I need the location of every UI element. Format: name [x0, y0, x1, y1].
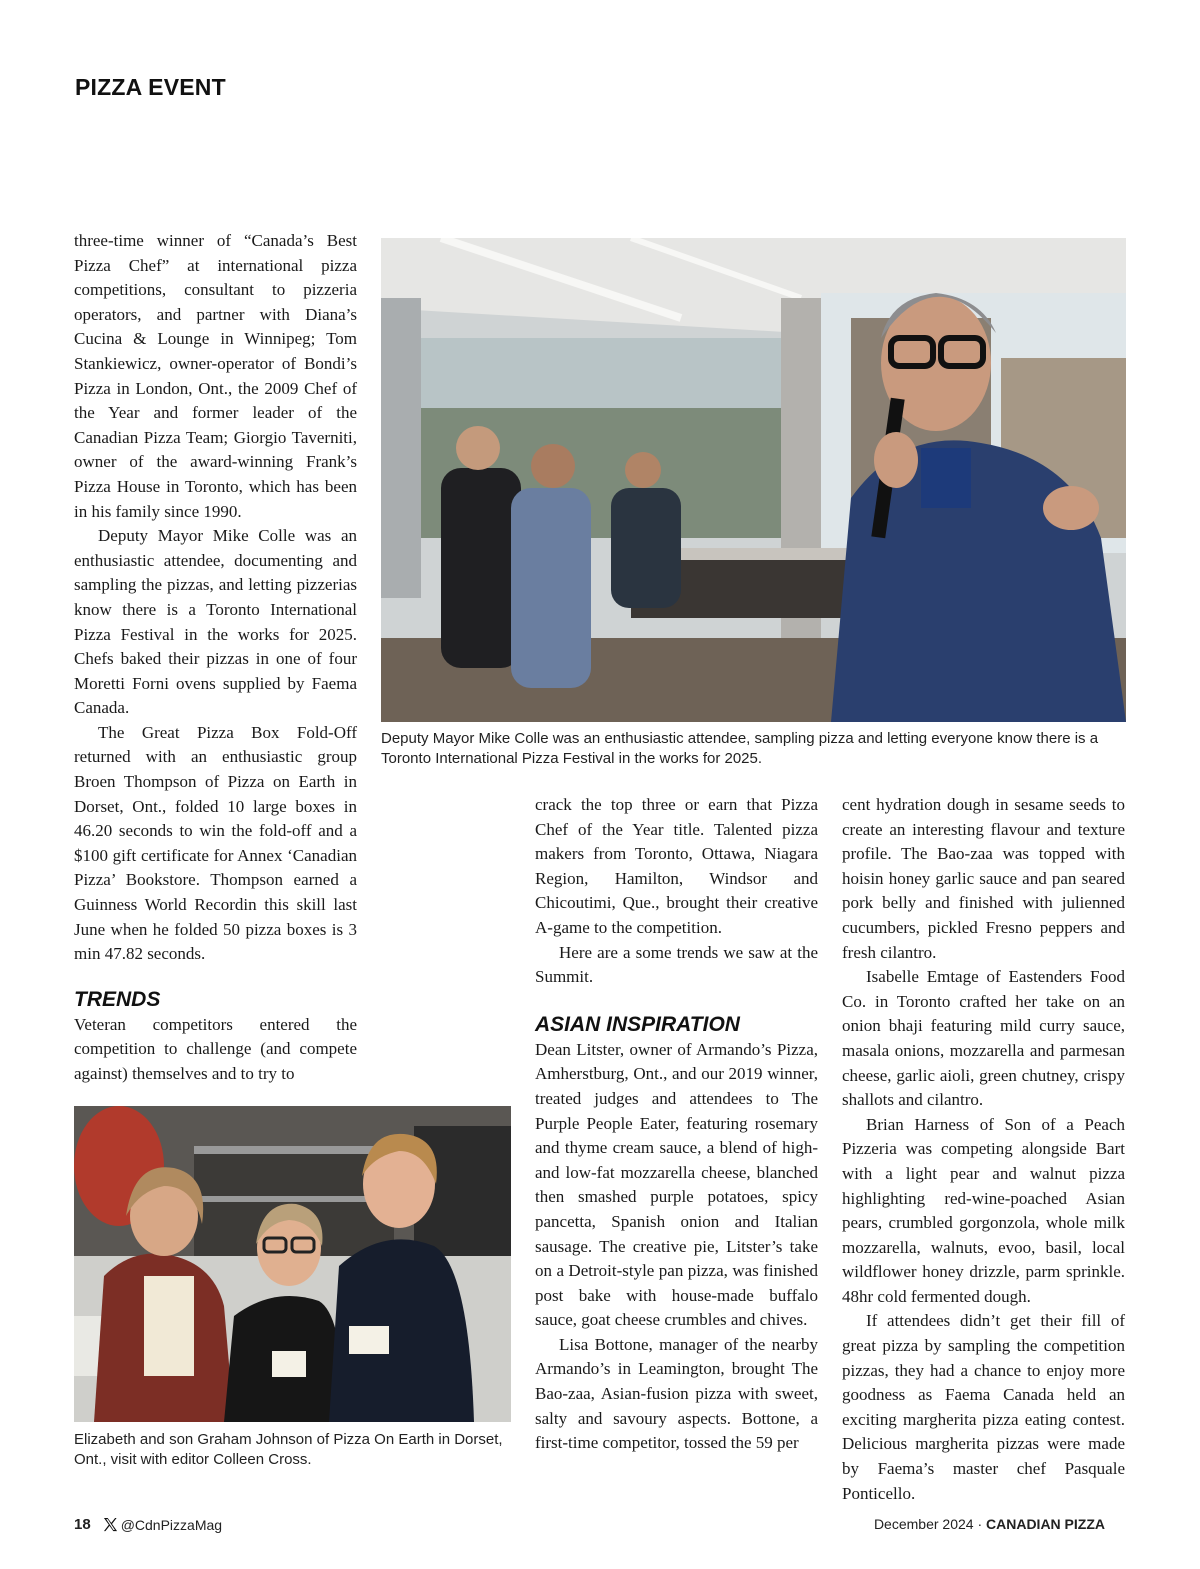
social-handle-text: @CdnPizzaMag	[120, 1516, 223, 1533]
article-column-2	[535, 793, 818, 1456]
article-column-3	[842, 793, 1125, 1506]
paragraph: Isabelle Emtage of Eastenders Food Co. in Toronto crafted her take on an onion bhaji featuring mild curry sauce, masala onions, mozzarella and parmesan cheese, garlic aioli, green chutney, crispy shallots and cilantro.	[842, 967, 1125, 1110]
photo-caption: Deputy Mayor Mike Colle was an enthusiastic attendee, sampling pizza and letting everyone know there is a Toronto International Pizza Festival in the works for 2025.	[381, 730, 1099, 767]
footer-left	[74, 1516, 222, 1533]
subheading-asian-inspiration: ASIAN INSPIRATION	[535, 1012, 740, 1036]
paragraph: The Great Pizza Box Fold-Off returned with an enthusiastic group Broen Thompson of Pizza on Earth in Dorset, Ont., folded 10 large boxes in 46.20 seconds to win the fold-off and a $100 gift certificate for Annex ‘Canadian Pizza’ Bookstore. Thompson earned a Guinness World Recordin this skill last June when he folded 50 pizza boxes is 3 min 47.82 seconds.	[74, 722, 357, 964]
article-column-1	[74, 229, 357, 1087]
paragraph: Brian Harness of Son of a Peach Pizzeria was competing alongside Bart with a light pear and walnut pizza highlighting red-wine-poached Asian pears, crumbled gorgonzola, whole milk mozzarella, walnuts, evoo, basil, local wildflower honey drizzle, parm sprinkle. 48hr cold fermented dough.	[842, 1114, 1125, 1306]
paragraph: three-time winner of “Canada’s Best Pizza Chef” at international pizza competitions, consultant to pizzeria operators, and partner with Diana’s Cucina & Lounge in Winnipeg; Tom Stankiewicz, owner-operator of Bondi’s Pizza in London, Ont., the 2009 Chef of the Year and former leader of the Canadian Pizza Team; Giorgio Taverniti, owner of the award-winning Frank’s Pizza House in Toronto, which has been in his family since 1990.	[74, 231, 357, 521]
photo-caption: Elizabeth and son Graham Johnson of Pizza On Earth in Dorset, Ont., visit with editor Colleen Cross.	[74, 1431, 503, 1468]
paragraph: Lisa Bottone, manager of the nearby Armando’s in Leamington, brought The Bao-zaa, Asian-fusion pizza with sweet, salty and savoury aspects. Bottone, a first-time competitor, tossed the 59 per	[535, 1334, 818, 1453]
subheading-trends: TRENDS	[74, 987, 161, 1011]
footer-right	[874, 1516, 1105, 1532]
x-logo-icon	[103, 1517, 118, 1532]
magazine-name: CANADIAN PIZZA	[986, 1516, 1105, 1532]
page-number: 18	[74, 1516, 91, 1533]
paragraph: Deputy Mayor Mike Colle was an enthusiastic attendee, documenting and sampling the pizzas, and letting pizzerias know there is a Toronto International Pizza Festival in the works for 2025. Chefs baked their pizzas in one of four Moretti Forni ovens supplied by Faema Canada.	[74, 526, 357, 718]
paragraph: Veteran competitors entered the competition to challenge (and compete against) themselves and to try to	[74, 1014, 357, 1083]
paragraph: crack the top three or earn that Pizza Chef of the Year title. Talented pizza makers from Toronto, Ottawa, Niagara Region, Hamilton, Windsor and Chicoutimi, Que., brought their creative A-game to the competition.	[535, 795, 818, 937]
paragraph: Dean Litster, owner of Armando’s Pizza, Amherstburg, Ont., and our 2019 winner, treated judges and attendees to The Purple People Eater, featuring rosemary and thyme cream sauce, a blend of high- and low-fat mozzarella cheese, blanched then smashed purple potatoes, spicy pancetta, Spanish onion and Italian sausage. The creative pie, Litster’s take on a Detroit-style pan pizza, was finished post bake with house-made buffalo sauce, goat cheese crumbles and chives.	[535, 1039, 818, 1330]
social-handle[interactable]	[103, 1517, 222, 1533]
photo-johnson-family	[74, 1106, 511, 1422]
section-header: PIZZA EVENT	[75, 74, 226, 100]
issue-date: December 2024 ·	[873, 1516, 986, 1532]
paragraph: cent hydration dough in sesame seeds to create an interesting flavour and texture profile. The Bao-zaa was topped with hoisin honey garlic sauce and pan seared pork belly and finished with julienned cucumbers, pickled Fresno peppers and fresh cilantro.	[842, 795, 1125, 962]
photo-deputy-mayor	[381, 238, 1126, 722]
paragraph: If attendees didn’t get their fill of great pizza by sampling the competition pizzas, they had a chance to enjoy more goodness as Faema Canada held an exciting margherita pizza eating contest. Delicious margherita pizzas were made by Faema’s master chef Pasquale Ponticello.	[842, 1311, 1125, 1503]
paragraph: Here are a some trends we saw at the Summit.	[535, 942, 818, 987]
